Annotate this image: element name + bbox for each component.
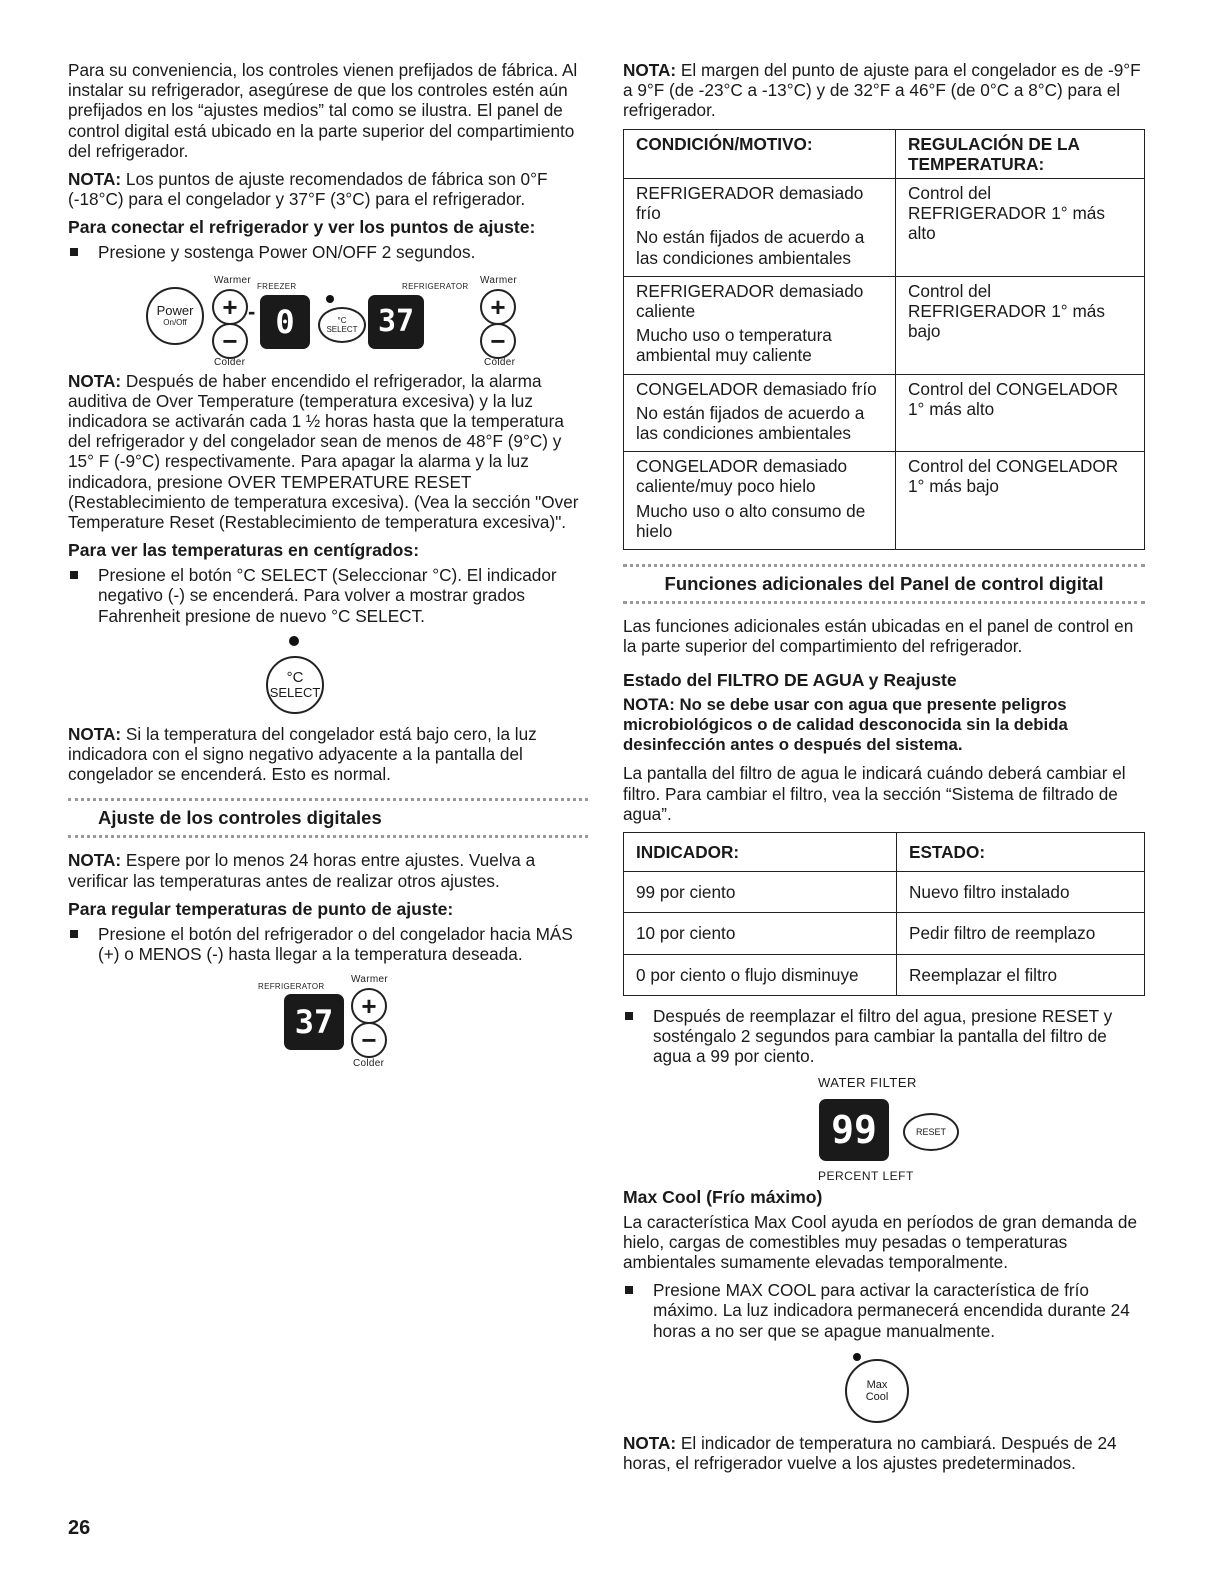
refrigerator-display: 37 bbox=[284, 994, 344, 1050]
filter-paragraph: La pantalla del filtro de agua le indicará cuándo deberá cambiar el filtro. Para cambiar el filtro, vea la sección “Sistema de filtrado de agua”. bbox=[623, 763, 1126, 824]
table-cell: Nuevo filtro instalado bbox=[897, 872, 1145, 913]
colder-label: Colder bbox=[353, 1058, 385, 1070]
refrigerator-warmer-button[interactable]: + bbox=[351, 988, 387, 1024]
section-header-functions: Funciones adicionales del Panel de control digital bbox=[623, 564, 1145, 604]
colder-label-freezer: Colder bbox=[214, 356, 246, 368]
table-cell: Control del CONGELADOR 1° más bajo bbox=[896, 452, 1145, 550]
warmer-label: Warmer bbox=[351, 974, 388, 986]
table-cell: Control del REFRIGERADOR 1° más alto bbox=[896, 179, 1145, 277]
bullet-icon bbox=[625, 1012, 633, 1020]
bullet-icon bbox=[70, 571, 78, 579]
table-row bbox=[624, 374, 1145, 452]
page-number: 26 bbox=[68, 1517, 91, 1539]
table-row bbox=[624, 954, 1145, 995]
note-temperature-indicator: NOTA: El indicador de temperatura no cambiará. Después de 24 horas, el refrigerador vuelve a los ajustes predeterminados. bbox=[623, 1432, 1117, 1473]
table-cell: Reemplazar el filtro bbox=[897, 954, 1145, 995]
refrigerator-label: REFRIGERATOR bbox=[258, 982, 325, 992]
max-cool-figure bbox=[623, 1349, 1145, 1433]
intro-paragraph: Para su conveniencia, los controles vienen prefijados de fábrica. Al instalar su refrigerador, asegúrese de que los controles estén aún prefijados en los “ajustes medios” tal como se ilustra. El panel de control digital está ubicado en la parte superior del compartimiento del refrigerador. bbox=[68, 60, 578, 161]
table-header-row bbox=[624, 833, 1145, 872]
note-negative-sign: NOTA: Si la temperatura del congelador está bajo cero, la luz indicadora con el signo negativo adyacente a la pantalla del congelador se encenderá. Esto es normal. bbox=[68, 723, 537, 785]
table-row bbox=[624, 276, 1145, 374]
reset-button[interactable]: RESET bbox=[903, 1113, 959, 1151]
refrigerator-display: 37 bbox=[368, 295, 424, 349]
refrigerator-warmer-button[interactable]: + bbox=[480, 289, 516, 325]
table-header-cell: INDICADOR: bbox=[624, 833, 897, 872]
note-alarm: NOTA: Después de haber encendido el refrigerador, la alarma auditiva de Over Temperature (temperatura excesiva) y la luz indicadora se activarán cada 1 ½ horas hasta que la temperatura del refrigerador y del congelador sean de menos de 48°F (9°C) y 15° F (-9°C) respectivamente. Para apagar la alarma y la luz indicadora, presione OVER TEMPERATURE RESET (Restablecimiento de temperatura excesiva). (Vea la sección "Over Temperature Reset (Restablecimiento de temperatura excesiva)". bbox=[68, 370, 579, 533]
max-cool-indicator-light bbox=[853, 1353, 861, 1361]
table-cell: Control del REFRIGERADOR 1° más bajo bbox=[896, 276, 1145, 374]
bullet-max-cool: Presione MAX COOL para activar la característica de frío máximo. La luz indicadora permanecerá encendida durante 24 horas a no ser que se apague manualmente. bbox=[623, 1280, 1145, 1341]
refrigerator-colder-button[interactable]: − bbox=[351, 1022, 387, 1058]
bullet-icon bbox=[625, 1286, 633, 1294]
table-row bbox=[624, 452, 1145, 550]
celsius-indicator-light bbox=[326, 295, 334, 303]
table-header-cell: ESTADO: bbox=[897, 833, 1145, 872]
heading-max-cool: Max Cool (Frío máximo) bbox=[623, 1186, 823, 1207]
table-header-cell: REGULACIÓN DE LA TEMPERATURA: bbox=[896, 129, 1145, 178]
table-cell: REFRIGERADOR demasiado caliente Mucho uso o temperatura ambiental muy caliente bbox=[624, 276, 896, 374]
celsius-select-button[interactable]: °C SELECT bbox=[318, 307, 366, 343]
refrigerator-label: REFRIGERATOR bbox=[402, 281, 469, 291]
warning-water-quality: NOTA: No se debe usar con agua que presente peligros microbiológicos o de calidad desconocida sin la debida desinfección antes o después del sistema. bbox=[623, 695, 1068, 755]
heading-regulate: Para regular temperaturas de punto de ajuste: bbox=[68, 898, 454, 919]
heading-connect: Para conectar el refrigerador y ver los puntos de ajuste: bbox=[68, 217, 536, 238]
warmer-label-freezer: Warmer bbox=[214, 274, 251, 286]
negative-indicator-light bbox=[289, 636, 299, 646]
water-filter-label: WATER FILTER bbox=[818, 1074, 917, 1090]
bullet-icon bbox=[70, 248, 78, 256]
heading-celsius: Para ver las temperaturas en centígrados: bbox=[68, 540, 420, 561]
condition-table bbox=[623, 129, 1145, 550]
table-cell: 10 por ciento bbox=[624, 913, 897, 954]
freezer-label: FREEZER bbox=[257, 281, 297, 291]
table-cell: Pedir filtro de reemplazo bbox=[897, 913, 1145, 954]
control-panel-figure bbox=[68, 271, 588, 367]
right-column bbox=[623, 60, 1145, 1481]
table-header-cell: CONDICIÓN/MOTIVO: bbox=[624, 129, 896, 178]
bullet-filter-reset: Después de reemplazar el filtro del agua, presione RESET y sosténgalo 2 segundos para cambiar la pantalla del filtro de agua a 99 por ciento. bbox=[623, 1006, 1145, 1067]
table-row bbox=[624, 913, 1145, 954]
heading-water-filter: Estado del FILTRO DE AGUA y Reajuste bbox=[623, 670, 957, 691]
table-cell: 99 por ciento bbox=[624, 872, 897, 913]
bullet-icon bbox=[70, 930, 78, 938]
water-filter-figure bbox=[623, 1075, 1145, 1187]
bullet-regulate: Presione el botón del refrigerador o del congelador hacia MÁS (+) o MENOS (-) hasta llegar a la temperatura deseada. bbox=[68, 924, 588, 964]
table-row bbox=[624, 872, 1145, 913]
table-cell: CONGELADOR demasiado caliente/muy poco hielo Mucho uso o alto consumo de hielo bbox=[624, 452, 896, 550]
section-header-adjust: Ajuste de los controles digitales bbox=[68, 798, 588, 838]
refrigerator-control-figure bbox=[68, 972, 588, 1068]
filter-status-table bbox=[623, 832, 1145, 996]
power-button[interactable]: Power On/Off bbox=[146, 287, 204, 345]
percent-left-label: PERCENT LEFT bbox=[818, 1168, 914, 1183]
refrigerator-colder-button[interactable]: − bbox=[480, 323, 516, 359]
note-factory-settings: NOTA: Los puntos de ajuste recomendados de fábrica son 0°F (-18°C) para el congelador y 37°F (3°C) para el refrigerador. bbox=[68, 169, 548, 210]
table-cell: 0 por ciento o flujo disminuye bbox=[624, 954, 897, 995]
table-cell: Control del CONGELADOR 1° más alto bbox=[896, 374, 1145, 452]
water-filter-display: 99 bbox=[819, 1099, 889, 1161]
functions-paragraph: Las funciones adicionales están ubicadas en el panel de control en la parte superior del compartimiento del refrigerador. bbox=[623, 616, 1134, 657]
table-cell: REFRIGERADOR demasiado frío No están fijados de acuerdo a las condiciones ambientales bbox=[624, 179, 896, 277]
table-cell: CONGELADOR demasiado frío No están fijados de acuerdo a las condiciones ambientales bbox=[624, 374, 896, 452]
freezer-colder-button[interactable]: − bbox=[212, 323, 248, 359]
colder-label-refrigerator: Colder bbox=[484, 356, 516, 368]
max-cool-paragraph: La característica Max Cool ayuda en períodos de gran demanda de hielo, cargas de comestibles muy pesadas o temperaturas ambientales sumamente elevadas temporalmente. bbox=[623, 1211, 1138, 1272]
celsius-select-button-large[interactable]: °C SELECT bbox=[266, 656, 324, 714]
max-cool-button[interactable]: Max Cool bbox=[845, 1359, 909, 1423]
note-range: NOTA: El margen del punto de ajuste para el congelador es de -9°F a 9°F (de -23°C a -13°C) y de 32°F a 46°F (de 0°C a 8°C) para el refrigerador. bbox=[623, 60, 1141, 121]
note-wait: NOTA: Espere por lo menos 24 horas entre ajustes. Vuelva a verificar las temperaturas antes de realizar otros ajustes. bbox=[68, 850, 536, 891]
freezer-warmer-button[interactable]: + bbox=[212, 289, 248, 325]
bullet-connect: Presione y sostenga Power ON/OFF 2 segundos. bbox=[68, 242, 588, 262]
bullet-celsius: Presione el botón °C SELECT (Seleccionar °C). El indicador negativo (-) se encenderá. Para volver a mostrar grados Fahrenheit presione de nuevo °C SELECT. bbox=[68, 565, 588, 626]
table-header-row bbox=[624, 129, 1145, 178]
warmer-label-refrigerator: Warmer bbox=[480, 274, 517, 286]
freezer-display: 0 bbox=[260, 295, 310, 349]
table-row bbox=[624, 179, 1145, 277]
celsius-select-figure bbox=[68, 634, 588, 716]
left-column bbox=[68, 60, 588, 1068]
negative-indicator: - bbox=[248, 298, 256, 324]
